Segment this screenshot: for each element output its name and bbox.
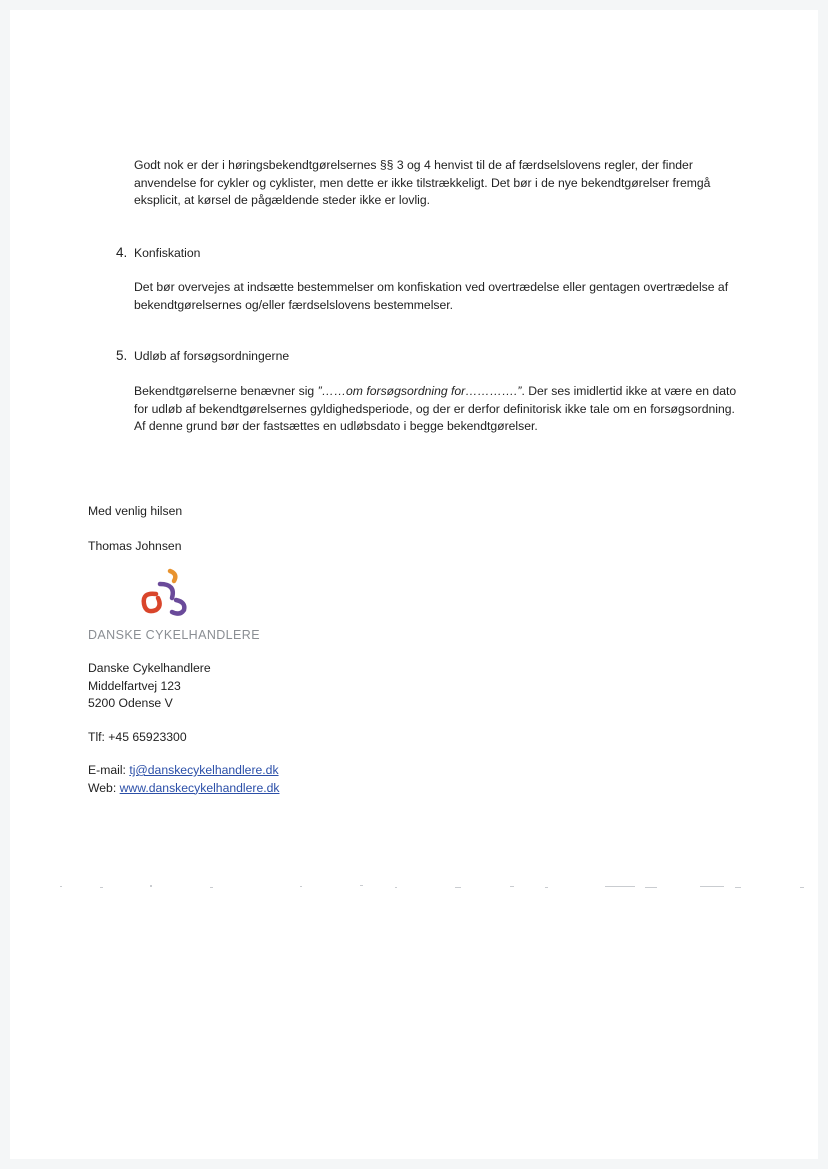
email-label: E-mail: [88, 763, 130, 777]
section-5-heading [116, 347, 289, 366]
section-5-body-end: . Der ses imidlertid ikke at være en dato for udløb af bekendtgørelsernes gyldighedsperiode, og der er derfor definitorisk ikke tale om en forsøgsordning. Af denne grund bør der fastsættes en udløbsdato i begge bekendtgørelser. [134, 384, 737, 433]
contact-organization: Danske Cykelhandlere [88, 661, 211, 675]
contact-address [88, 660, 211, 713]
logo-wordmark: DANSKE CYKELHANDLERE [88, 628, 260, 642]
contact-web-line [88, 780, 280, 798]
logo-head-mark [170, 571, 175, 581]
contact-phone: Tlf: +45 65923300 [88, 730, 187, 744]
section-4-number: 4. [116, 245, 128, 260]
email-link[interactable]: tj@danskecykelhandlere.dk [129, 763, 279, 777]
section-4-title: Konfiskation [134, 246, 201, 260]
web-label: Web: [88, 780, 120, 795]
logo-body-mark [160, 584, 173, 598]
scan-noise-line [60, 883, 820, 891]
web-link[interactable]: www.danskecykelhandlere.dk [119, 780, 280, 795]
section-4-body: Det bør overvejes at indsætte bestemmelser om konfiskation ved overtrædelse eller gentagen overtrædelse af bekendtgørelsernes og/eller færdselslovens bestemmelser. [134, 280, 729, 312]
intro-paragraph: Godt nok er der i høringsbekendtgørelsernes §§ 3 og 4 henvist til de af færdselslovens regler, der finder anvendelse for cykler og cyklister, men dette er ikke tilstrækkeligt. Det bør i de nye bekendtgørelser fremgå eksplicit, at kørsel de pågældende steder ikke er lovlig. [134, 158, 711, 207]
section-5-body-quote: ”……om forsøgsordning for………….” [317, 384, 522, 398]
section-5-body [134, 383, 739, 436]
contact-city: 5200 Odense V [88, 696, 173, 710]
contact-street: Middelfartvej 123 [88, 678, 181, 693]
logo-back-wheel [144, 594, 160, 611]
closing-greeting: Med venlig hilsen [88, 504, 183, 518]
contact-email-line [88, 762, 280, 780]
section-5-body-start: Bekendtgørelserne benævner sig [134, 384, 318, 398]
section-5-title: Udløb af forsøgsordningerne [134, 349, 290, 363]
section-5-number: 5. [116, 348, 128, 363]
logo-front-wheel [172, 600, 184, 614]
signatory-name: Thomas Johnsen [88, 539, 182, 553]
contact-online [88, 762, 280, 797]
section-4-heading [116, 244, 200, 263]
